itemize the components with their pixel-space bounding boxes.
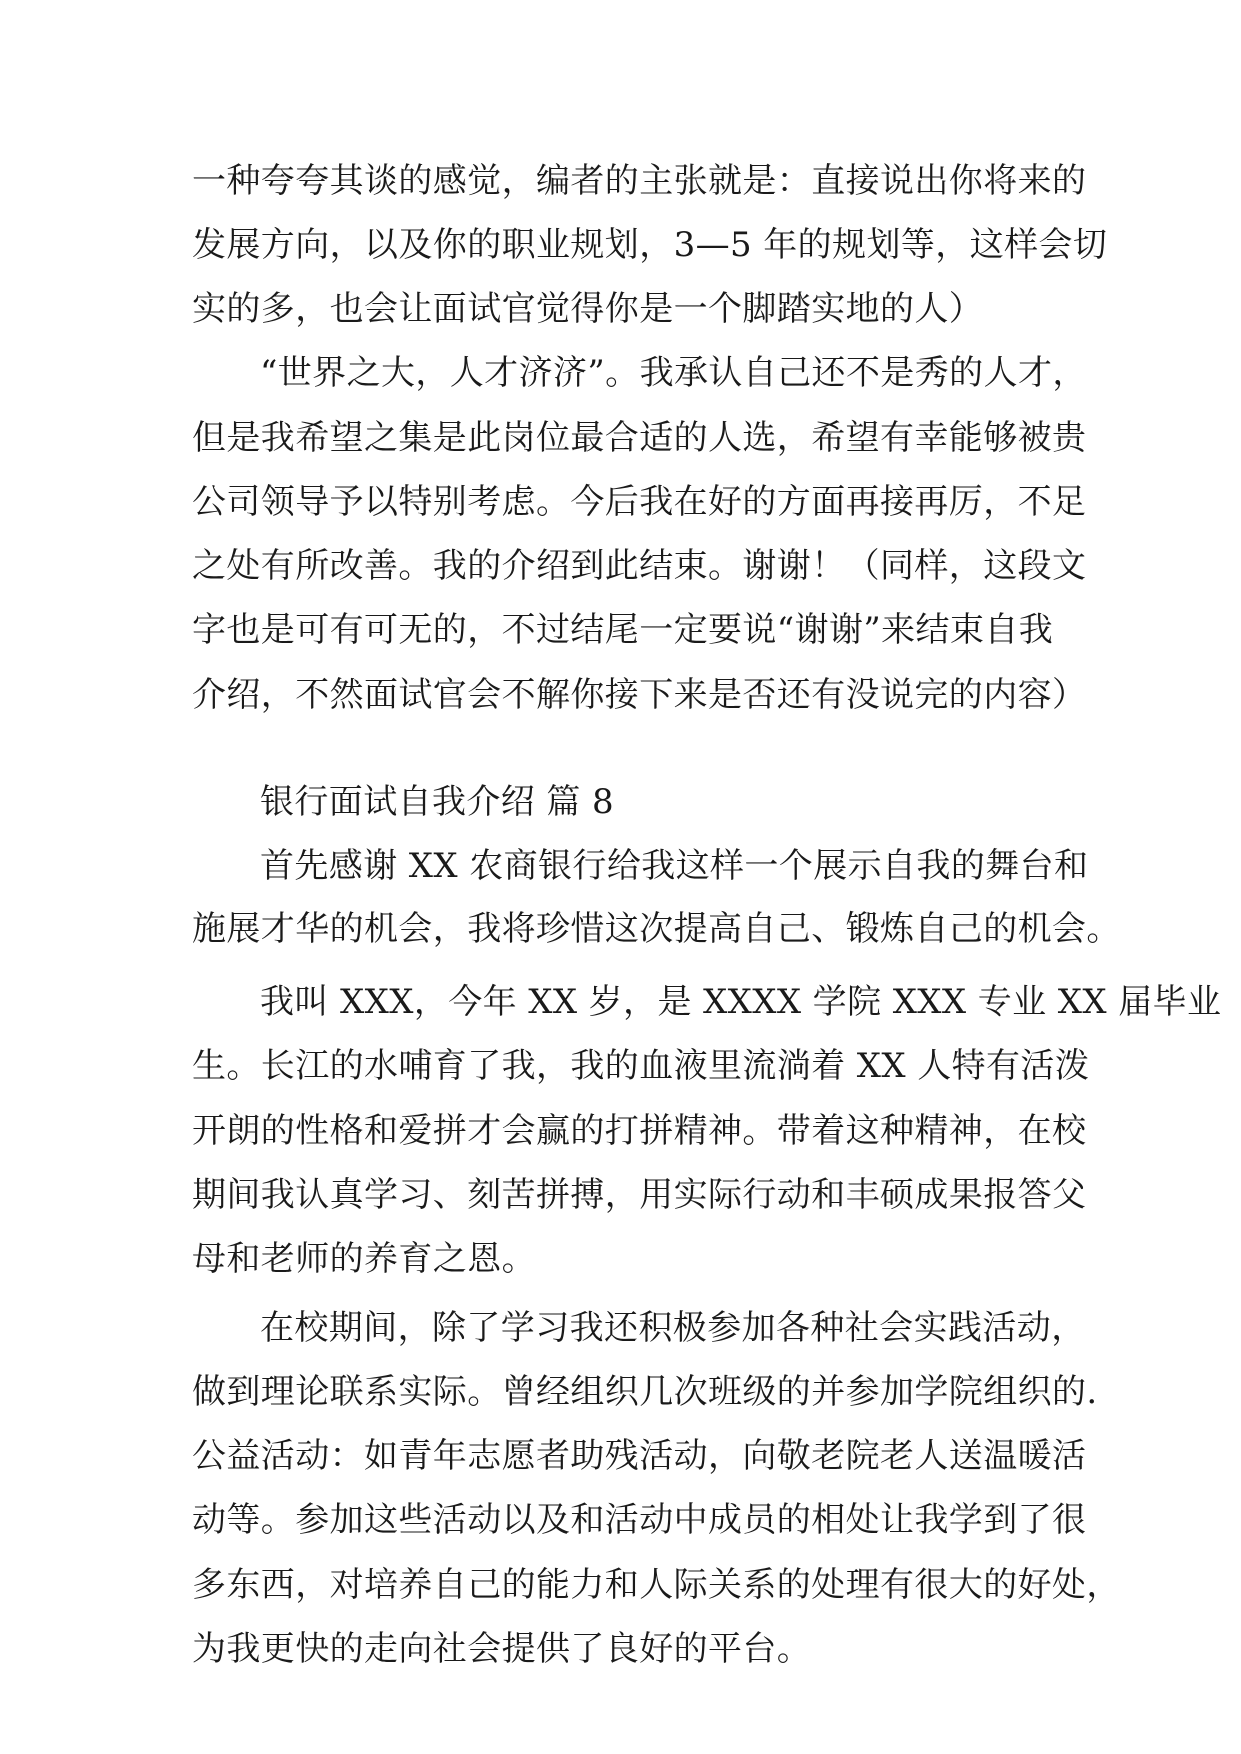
paragraph-start-line: 我叫 XXX，今年 XX 岁，是 XXXX 学院 XXX 专业 XX 届毕业 (260, 982, 1222, 1022)
text-line: 介绍，不然面试官会不解你接下来是否还有没说完的内容） (192, 675, 1087, 715)
text-line: 一种夸夸其谈的感觉，编者的主张就是：直接说出你将来的 (192, 161, 1087, 201)
text-line: 多东西，对培养自己的能力和人际关系的处理有很大的好处， (192, 1565, 1121, 1605)
paragraph-start-line: 首先感谢 XX 农商银行给我这样一个展示自我的舞台和 (260, 846, 1089, 886)
text-line: 字也是可有可无的，不过结尾一定要说“谢谢”来结束自我 (192, 610, 1054, 650)
text-line: 开朗的性格和爱拼才会赢的打拼精神。带着这种精神，在校 (192, 1111, 1087, 1151)
text-line: 动等。参加这些活动以及和活动中成员的相处让我学到了很 (192, 1500, 1087, 1540)
text-line: 发展方向，以及你的职业规划，3—5 年的规划等，这样会切 (192, 225, 1108, 265)
text-line: 实的多，也会让面试官觉得你是一个脚踏实地的人） (192, 289, 984, 329)
text-line: 期间我认真学习、刻苦拼搏，用实际行动和丰硕成果报答父 (192, 1175, 1087, 1215)
text-line: 施展才华的机会，我将珍惜这次提高自己、锻炼自己的机会。 (192, 909, 1121, 949)
text-line: 生。长江的水哺育了我，我的血液里流淌着 XX 人特有活泼 (192, 1046, 1090, 1086)
text-line: 做到理论联系实际。曾经组织几次班级的并参加学院组织的. (192, 1372, 1098, 1412)
text-line: 但是我希望之集是此岗位最合适的人选，希望有幸能够被贵 (192, 418, 1087, 458)
text-line: 之处有所改善。我的介绍到此结束。谢谢！（同样，这段文 (192, 546, 1087, 586)
paragraph-start-line: “世界之大，人才济济”。我承认自己还不是秀的人才， (260, 353, 1087, 393)
text-line: 公益活动：如青年志愿者助残活动，向敬老院老人送温暖活 (192, 1436, 1087, 1476)
text-line: 母和老师的养育之恩。 (192, 1239, 536, 1279)
text-line: 为我更快的走向社会提供了良好的平台。 (192, 1629, 812, 1669)
section-heading: 银行面试自我介绍 篇 8 (260, 782, 615, 822)
paragraph-start-line: 在校期间，除了学习我还积极参加各种社会实践活动， (260, 1308, 1086, 1348)
text-line: 公司领导予以特别考虑。今后我在好的方面再接再厉，不足 (192, 482, 1087, 522)
